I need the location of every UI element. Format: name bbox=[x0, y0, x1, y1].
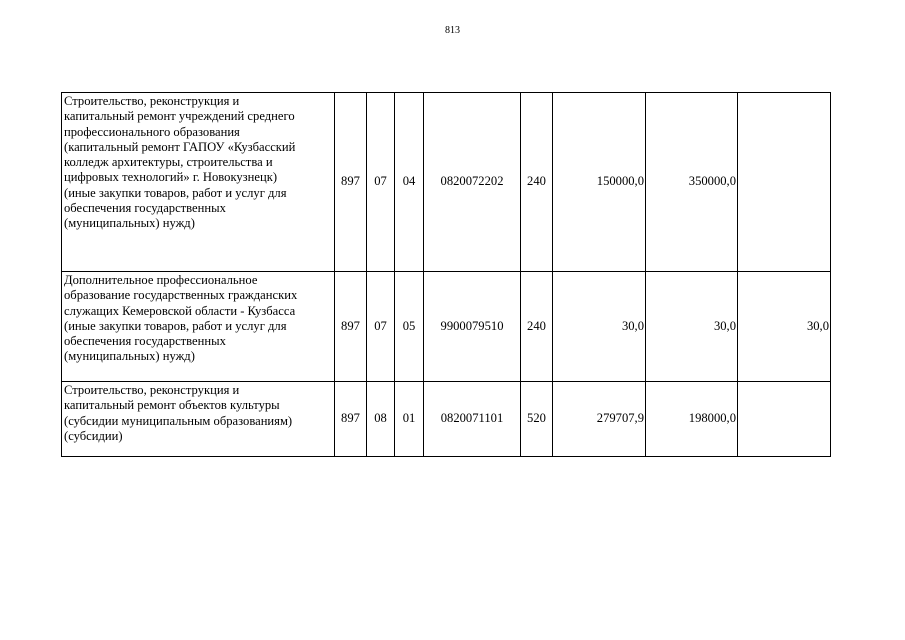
row-description bbox=[62, 382, 335, 457]
description-line: цифровых технологий» г. Новокузнецк) bbox=[64, 170, 278, 185]
description-line: Дополнительное профессиональное bbox=[64, 273, 258, 287]
ministry-code: 897 bbox=[335, 93, 367, 272]
row-description bbox=[62, 272, 335, 382]
expense-type-code: 520 bbox=[521, 382, 553, 457]
description-line: (муниципальных) нужд) bbox=[64, 216, 195, 231]
description-line: (иные закупки товаров, работ и услуг для bbox=[64, 318, 287, 333]
target-article-code: 0820072202 bbox=[424, 93, 521, 272]
description-line: Строительство, реконструкция и bbox=[64, 383, 240, 397]
amount-year-2: 198000,0 bbox=[646, 382, 738, 457]
table-row bbox=[62, 272, 831, 382]
description-line: (субсидии муниципальным образованиям) bbox=[64, 413, 293, 428]
subsection-code: 05 bbox=[395, 272, 424, 382]
section-code: 07 bbox=[367, 93, 395, 272]
description-line: (капитальный ремонт ГАПОУ «Кузбасский bbox=[64, 139, 296, 154]
target-article-code: 0820071101 bbox=[424, 382, 521, 457]
amount-year-1: 150000,0 bbox=[553, 93, 646, 272]
description-line: (субсидии) bbox=[64, 428, 123, 443]
description-line: служащих Кемеровской области - Кузбасса bbox=[64, 303, 296, 318]
expense-type-code: 240 bbox=[521, 93, 553, 272]
ministry-code: 897 bbox=[335, 382, 367, 457]
amount-year-1: 30,0 bbox=[553, 272, 646, 382]
row-description bbox=[62, 93, 335, 272]
section-code: 07 bbox=[367, 272, 395, 382]
description-line: профессионального образования bbox=[64, 124, 240, 139]
amount-year-3 bbox=[738, 382, 831, 457]
subsection-code: 01 bbox=[395, 382, 424, 457]
description-line: капитальный ремонт учреждений среднего bbox=[64, 109, 295, 124]
subsection-code: 04 bbox=[395, 93, 424, 272]
description-line: образование государственных гражданских bbox=[64, 288, 298, 303]
budget-table bbox=[61, 92, 831, 457]
ministry-code: 897 bbox=[335, 272, 367, 382]
amount-year-2: 30,0 bbox=[646, 272, 738, 382]
amount-year-2: 350000,0 bbox=[646, 93, 738, 272]
section-code: 08 bbox=[367, 382, 395, 457]
description-line: (иные закупки товаров, работ и услуг для bbox=[64, 185, 287, 200]
description-line: Строительство, реконструкция и bbox=[64, 94, 240, 108]
description-line: колледж архитектуры, строительства и bbox=[64, 155, 273, 170]
table-row bbox=[62, 93, 831, 272]
description-line: обеспечения государственных bbox=[64, 334, 226, 349]
amount-year-1: 279707,9 bbox=[553, 382, 646, 457]
amount-year-3 bbox=[738, 93, 831, 272]
description-line: обеспечения государственных bbox=[64, 201, 226, 216]
amount-year-3: 30,0 bbox=[738, 272, 831, 382]
target-article-code: 9900079510 bbox=[424, 272, 521, 382]
page-number: 813 bbox=[445, 25, 460, 36]
description-line: капитальный ремонт объектов культуры bbox=[64, 398, 280, 413]
description-line: (муниципальных) нужд) bbox=[64, 349, 195, 364]
expense-type-code: 240 bbox=[521, 272, 553, 382]
table-row bbox=[62, 382, 831, 457]
